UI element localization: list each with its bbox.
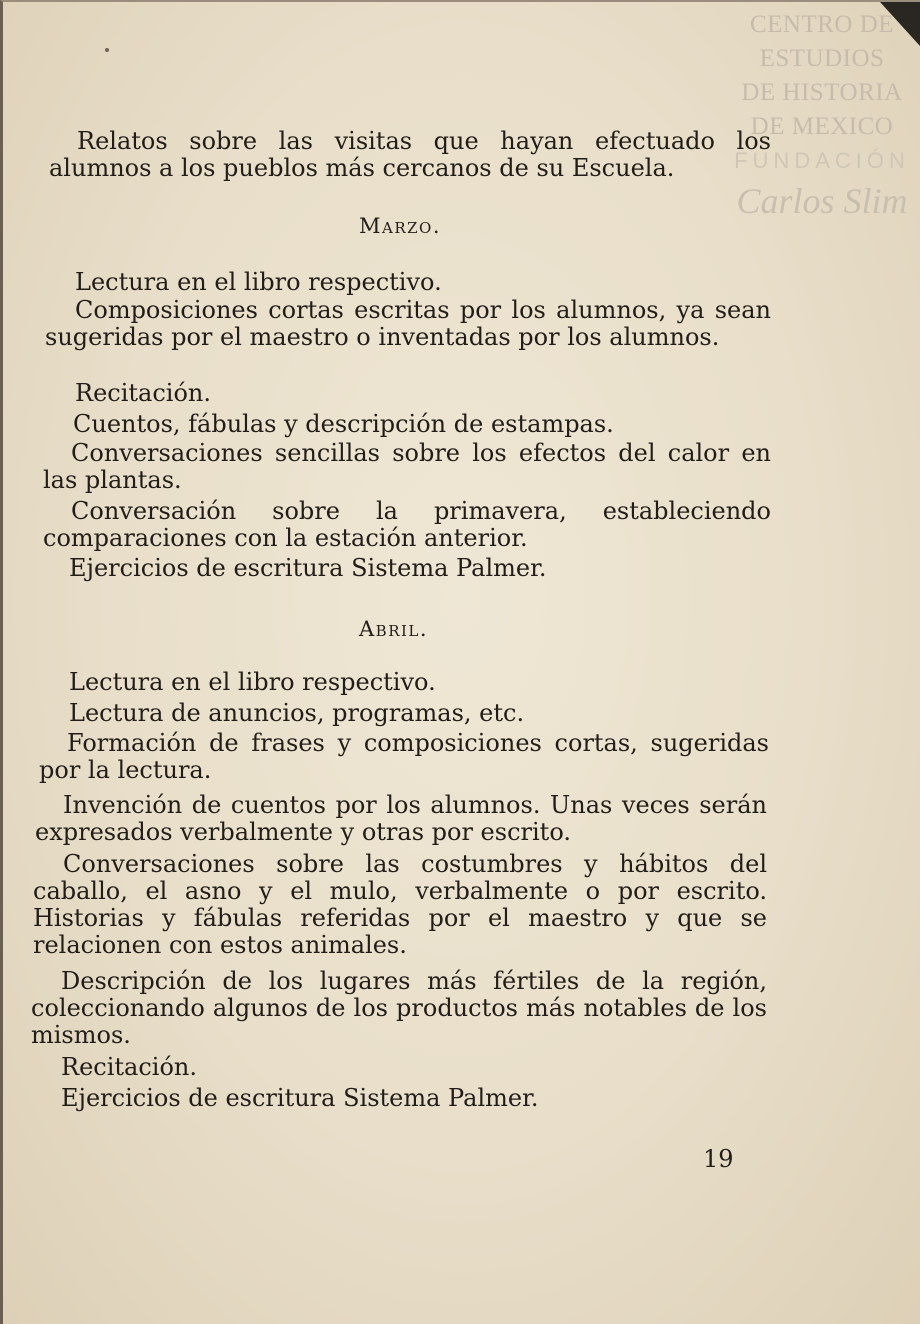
abril-item: Recitación. [61, 1053, 197, 1081]
marzo-item: Composiciones cortas escritas por los alumnos, ya sean sugeridas por el maestro o inventadas por los alumnos. [45, 296, 771, 351]
marzo-item: Recitación. [75, 379, 211, 407]
marzo-item: Lectura en el libro respectivo. [75, 268, 442, 296]
watermark-line: DE MEXICO [750, 113, 894, 140]
abril-item: Ejercicios de escritura Sistema Palmer. [61, 1084, 539, 1112]
ink-speck [105, 48, 109, 52]
abril-item: Conversaciones sobre las costumbres y hábitos del caballo, el asno y el mulo, verbalmente o por escrito. Historias y fábulas referidas por el maestro y que se relacionen con estos animales. [33, 850, 767, 959]
abril-item: Lectura en el libro respectivo. [69, 668, 436, 696]
watermark-line: CENTRO DE [749, 11, 895, 38]
marzo-item: Conversación sobre la primavera, estableciendo comparaciones con la estación anterior. [43, 497, 771, 552]
watermark-stamp [732, 8, 912, 221]
marzo-item: Ejercicios de escritura Sistema Palmer. [69, 554, 547, 582]
section-heading-marzo: Marzo. [359, 214, 442, 238]
page-number: 19 [703, 1145, 734, 1173]
abril-item: Lectura de anuncios, programas, etc. [69, 699, 525, 727]
watermark-signature: Carlos Slim [736, 181, 908, 221]
abril-item: Descripción de los lugares más fértiles de la región, coleccionando algunos de los productos más notables de los mismos. [31, 967, 767, 1049]
watermark-foundation: FUNDACIÓN [734, 148, 910, 173]
abril-item: Invención de cuentos por los alumnos. Unas veces serán expresados verbalmente y otras por escrito. [35, 791, 767, 846]
intro-paragraph: Relatos sobre las visitas que hayan efectuado los alumnos a los pueblos más cercanos de su Escuela. [49, 127, 771, 182]
watermark-line: DE HISTORIA [741, 79, 903, 106]
abril-item: Formación de frases y composiciones cortas, sugeridas por la lectura. [39, 729, 769, 784]
watermark-line: ESTUDIOS [759, 45, 885, 72]
marzo-item: Cuentos, fábulas y descripción de estampas. [73, 410, 614, 438]
marzo-item: Conversaciones sencillas sobre los efectos del calor en las plantas. [43, 439, 771, 494]
section-heading-abril: Abril. [359, 617, 429, 641]
